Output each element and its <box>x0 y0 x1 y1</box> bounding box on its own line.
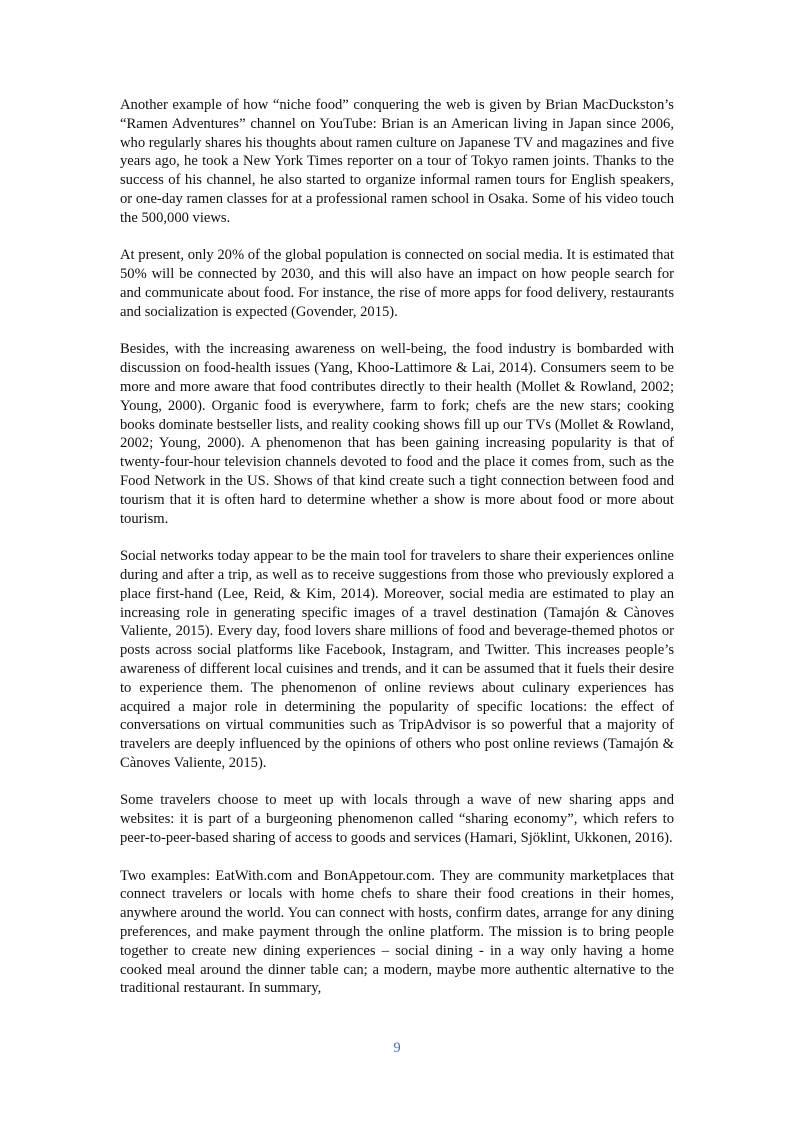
paragraph-eatwith-bonappetour: Two examples: EatWith.com and BonAppetour.com. They are community marketplaces that connect travelers or locals with home chefs to share their food creations in their homes, anywhere around the world. You can connect with hosts, confirm dates, arrange for any dining preferences, and make payment through the online platform. The mission is to bring people together to create new dining experiences – social dining - in a way only having a home cooked meal around the dinner table can; a modern, maybe more authentic alternative to the traditional restaurant. In summary, <box>120 867 674 997</box>
paragraph-ramen-adventures: Another example of how “niche food” conquering the web is given by Brian MacDuckston’s “Ramen Adventures” channel on YouTube: Brian is an American living in Japan since 2006, who regularly shares his thoughts about ramen culture on Japanese TV and magazines and five years ago, he took a New York Times reporter on a tour of Tokyo ramen joints. Thanks to the success of his channel, he also started to organize informal ramen tours for English speakers, or one-day ramen classes for at a professional ramen school in Osaka. Some of his video touch the 500,000 views. <box>120 97 674 226</box>
paragraph-social-media-growth: At present, only 20% of the global population is connected on social media. It is estimated that 50% will be connected by 2030, and this will also have an impact on how people search for and communicate about food. For instance, the rise of more apps for food delivery, restaurants and socialization is expected (Govender, 2015). <box>120 247 674 320</box>
paragraph-social-networks-travel: Social networks today appear to be the main tool for travelers to share their experiences online during and after a trip, as well as to receive suggestions from those who previously explored a place first-hand (Lee, Reid, & Kim, 2014). Moreover, social media are estimated to play an increasing role in generating specific images of a travel destination (Tamajón & Cànoves Valiente, 2015). Every day, food lovers share millions of food and beverage-themed photos or posts across social platforms like Facebook, Instagram, and Twitter. This increases people’s awareness of different local cuisines and trends, and it can be assumed that it fuels their desire to experience them. The phenomenon of online reviews about culinary experiences has acquired a major role in determining the popularity of specific locations: the effect of conversations on virtual communities such as TripAdvisor is so powerful that a majority of travelers are deeply influenced by the opinions of others who post online reviews (Tamajón & Cànoves Valiente, 2015). <box>120 548 674 771</box>
paragraph-sharing-economy: Some travelers choose to meet up with locals through a wave of new sharing apps and websites: it is part of a burgeoning phenomenon called “sharing economy”, which refers to peer-to-peer-based sharing of access to goods and services (Hamari, Sjöklint, Ukkonen, 2016). <box>120 792 674 847</box>
paragraph-food-health: Besides, with the increasing awareness on well-being, the food industry is bombarded with discussion on food-health issues (Yang, Khoo-Lattimore & Lai, 2014). Consumers seem to be more and more aware that food contributes directly to their health (Mollet & Rowland, 2002; Young, 2000). Organic food is everywhere, farm to fork; chefs are the new stars; cooking books dominate bestseller lists, and reality cooking shows fill up our TVs (Mollet & Rowland, 2002; Young, 2000). A phenomenon that has been gaining increasing popularity is that of twenty-four-hour television channels devoted to food and the place it comes from, such as the Food Network in the US. Shows of that kind create such a tight connection between food and tourism that it is often hard to determine whether a show is more about food or more about tourism. <box>120 341 674 527</box>
page-number: 9 <box>393 1040 401 1056</box>
body-text <box>120 96 674 998</box>
